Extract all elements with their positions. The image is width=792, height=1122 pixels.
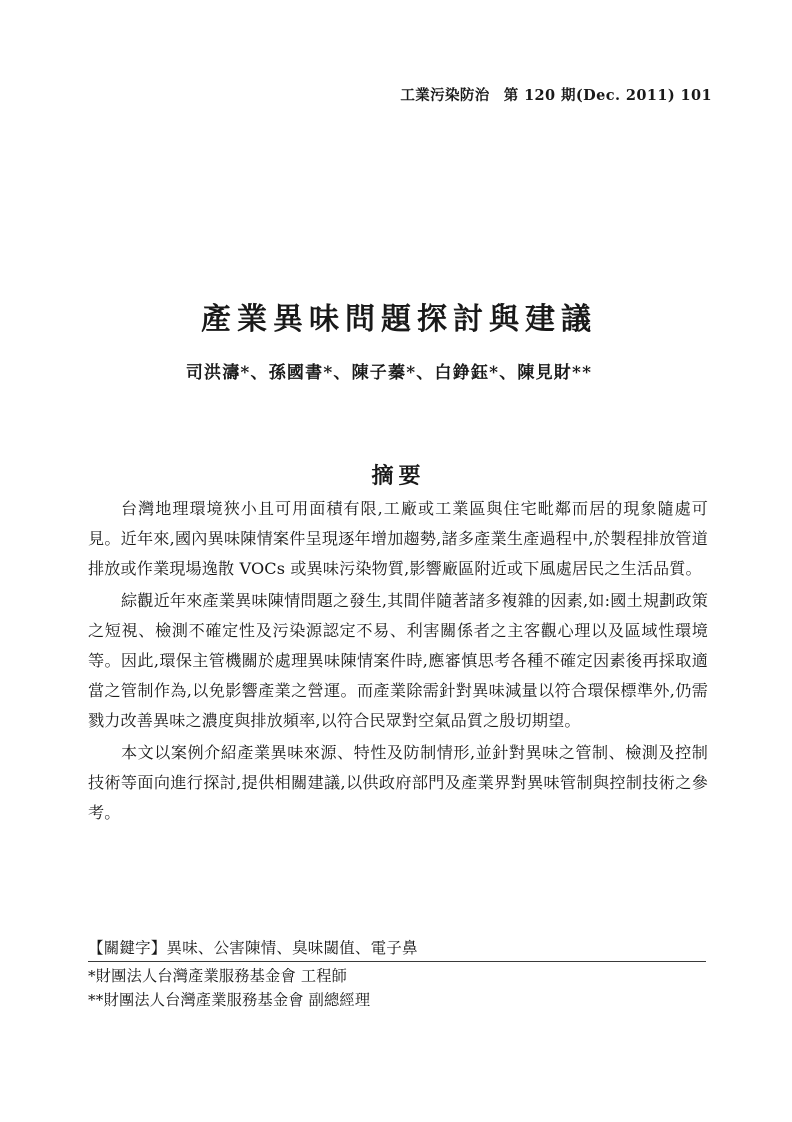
abstract-paragraph: 台灣地理環境狹小且可用面積有限,工廠或工業區與住宅毗鄰而居的現象隨處可見。近年來,國內異味陳情案件呈現逐年增加趨勢,諸多產業生產過程中,於製程排放管道排放或作業現場逸散 VOCs 或異味污染物質,影響廠區附近或下風處居民之生活品質。 — [88, 499, 708, 579]
journal-name: 工業污染防治 — [400, 87, 490, 104]
abstract-paragraph: 綜觀近年來產業異味陳情問題之發生,其間伴隨著諸多複雜的因素,如:國土規劃政策之短視、檢測不確定性及污染源認定不易、利害關係者之主客觀心理以及區域性環境等。因此,環保主管機關於處理異味陳情案件時,應審慎思考各種不確定因素後再採取適當之管制作為,以免影響產業之營運。而產業除需針對異味減量以符合環保標準外,仍需戮力改善異味之濃度與排放頻率,以符合民眾對空氣品質之殷切期望。 — [88, 590, 708, 731]
running-head — [88, 84, 712, 105]
keywords-line: 【關鍵字】異味、公害陳情、臭味閾值、電子鼻 — [88, 939, 418, 957]
footnote-block — [88, 965, 708, 1012]
footnote-item: **財團法人台灣產業服務基金會 副總經理 — [88, 990, 371, 1009]
abstract-body — [88, 494, 708, 828]
author-list: 司洪濤*、孫國書*、陳子蓁*、白錚鈺*、陳見財** — [185, 363, 593, 383]
footnote-item: *財團法人台灣產業服務基金會 工程師 — [88, 967, 348, 985]
issue-info: 第 120 期(Dec. 2011) 101 — [503, 87, 712, 104]
abstract-paragraph: 本文以案例介紹產業異味來源、特性及防制情形,並針對異味之管制、檢測及控制技術等面向進行探討,提供相關建議,以供政府部門及產業界對異味管制與控制技術之參考。 — [88, 742, 708, 823]
page-title: 產業異味問題探討與建議 — [201, 302, 597, 338]
abstract-heading: 摘要 — [371, 463, 426, 490]
footnote-divider — [88, 961, 706, 962]
